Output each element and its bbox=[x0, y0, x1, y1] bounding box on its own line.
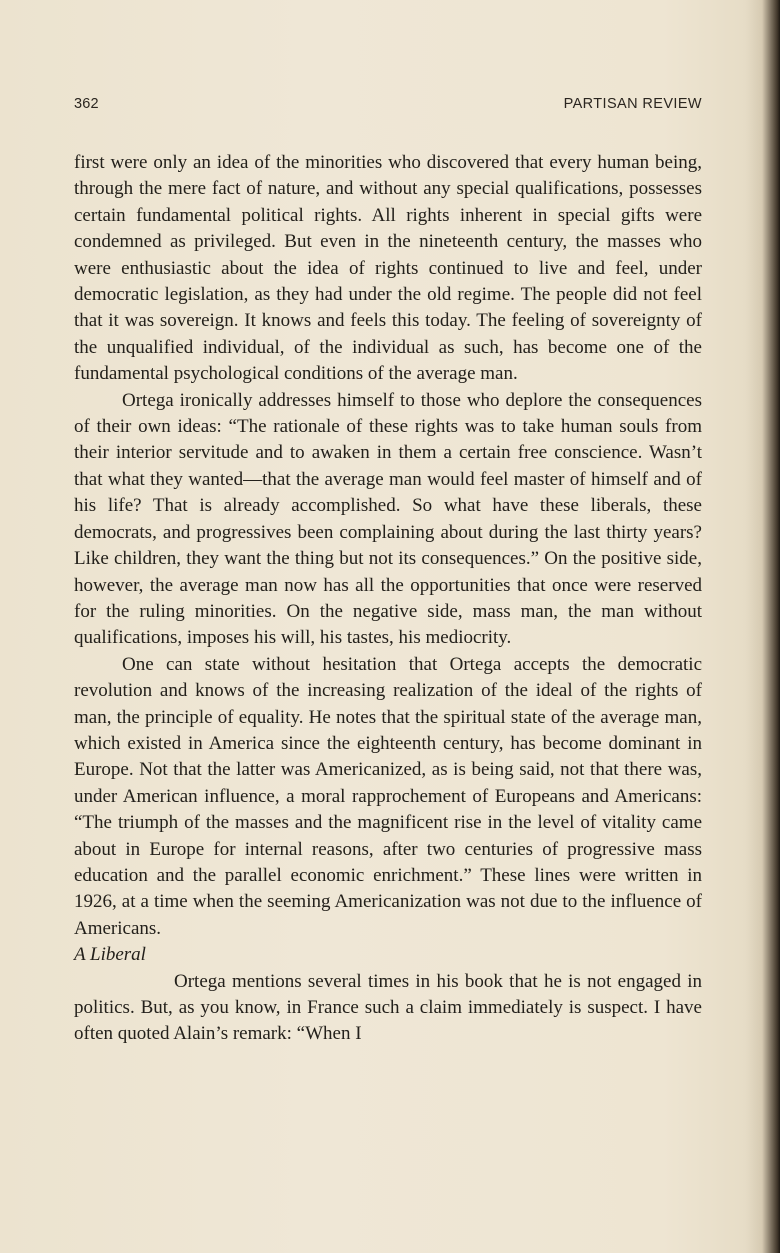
section-first-paragraph: Ortega mentions several times in his book that he is not engaged in politics. But, as you know, in France such a claim immediately is suspect. I have often quoted Alain’s remark: “When I bbox=[74, 970, 702, 1045]
section-heading: A Liberal bbox=[74, 944, 146, 966]
page-number: 362 bbox=[74, 96, 99, 112]
journal-title: PARTISAN REVIEW bbox=[563, 96, 702, 112]
paragraph-democratic-revolution: One can state without hesitation that Ortega accepts the democratic revolution and knows of the increasing realization of the ideal of the rights of man, the principle of equality. He notes that the spiritual state of the average man, which existed in America since the eighteenth century, has become dominant in Europe. Not that the latter was Americanized, as is being said, not that there was, under American influence, a moral rapprochement of Europeans and Americans: “The triumph of the masses and the magnificent rise in the level of vitality came about in Europe for internal reasons, after two centuries of progressive mass education and the parallel economic enrichment.” These lines were written in 1926, at a time when the seeming Americanization was not due to the influence of Americans. bbox=[74, 653, 702, 939]
page-edge-shadow bbox=[744, 0, 780, 1253]
running-head bbox=[74, 96, 702, 116]
paragraph-ortega-ironically: Ortega ironically addresses himself to those who deplore the consequences of their own ideas: “The rationale of these rights was to take human souls from their interior servitude and to awaken in them a certain free conscience. Wasn’t that what they wanted—that the average man would feel master of himself and of his life? That is already accomplished. So what have these liberals, these democrats, and progressives been complaining about during the last thirty years? Like children, they want the thing but not its consequences.” On the positive side, however, the average man now has all the opportunities that once were reserved for the ruling minorities. On the negative side, mass man, the man without qualifications, imposes his will, his tastes, his mediocrity. bbox=[74, 389, 702, 649]
body-text bbox=[74, 150, 702, 1048]
paragraph-continued: first were only an idea of the minorities who discovered that every human being, through the mere fact of nature, and without any special qualifications, possesses certain fundamental political rights. All rights inherent in special gifts were condemned as privileged. But even in the nineteenth century, the masses who were enthusiastic about the idea of rights continued to live and feel, under democratic legislation, as they had under the old regime. The people did not feel that it was sovereign. It knows and feels this today. The feeling of sovereignty of the unqualified individual, of the individual as such, has become one of the fundamental psychological conditions of the average man. bbox=[74, 152, 702, 385]
